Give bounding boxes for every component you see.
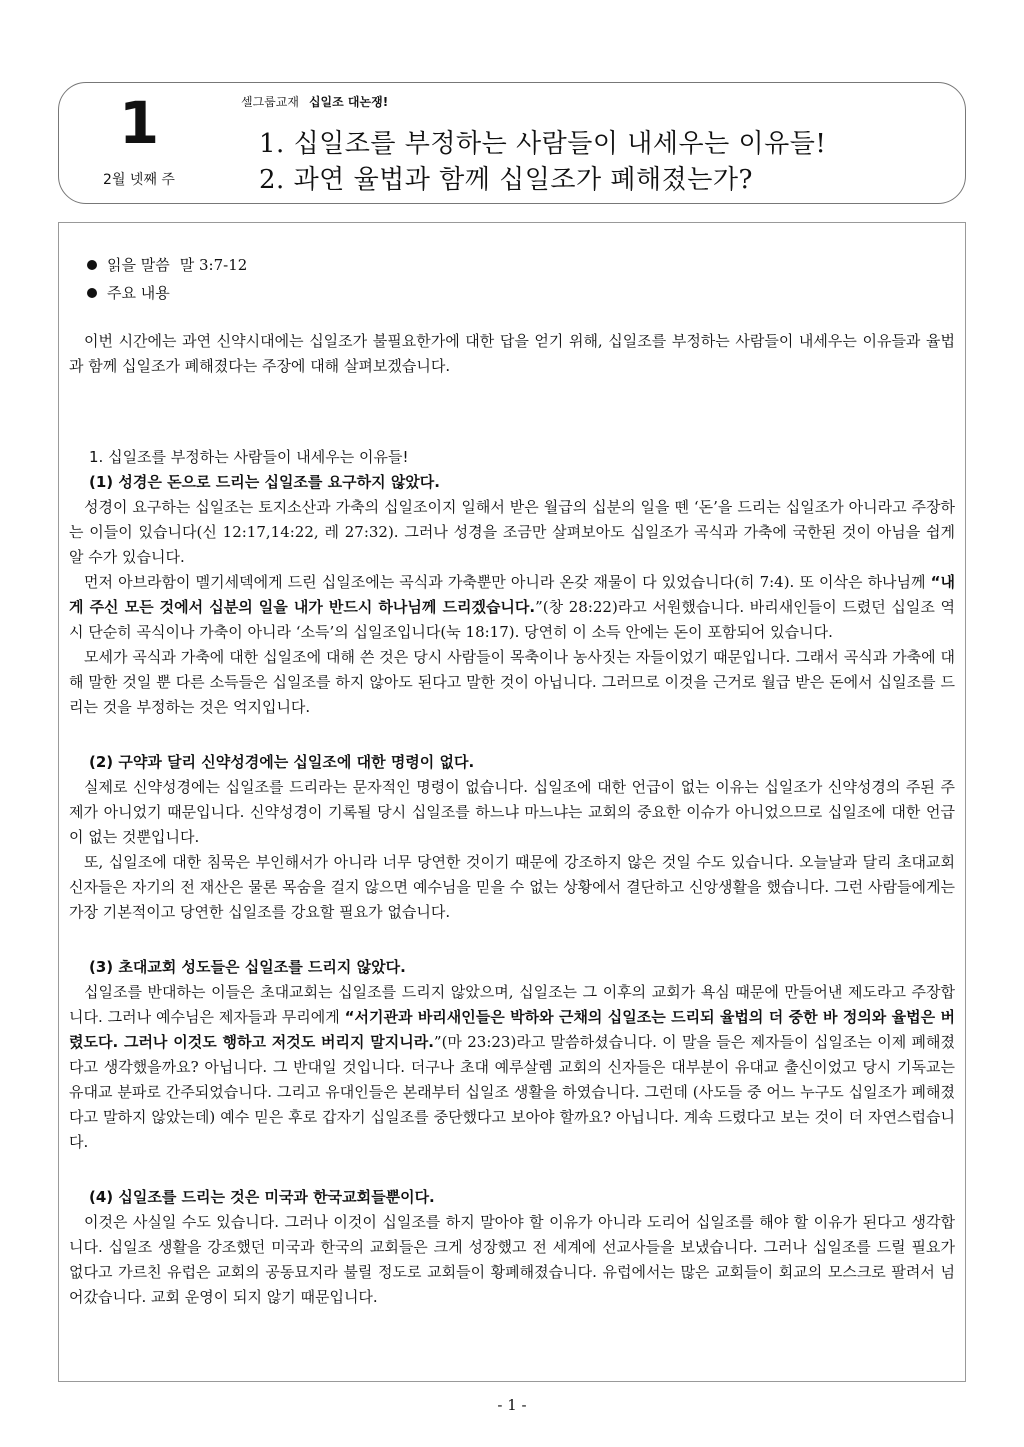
subsection-heading: (1) 성경은 돈으로 드리는 십일조를 요구하지 않았다.: [89, 473, 440, 491]
summary-label: 주요 내용: [107, 284, 170, 302]
subsection-heading: (3) 초대교회 성도들은 십일조를 드리지 않았다.: [89, 958, 406, 976]
lesson-number: 1: [118, 89, 160, 157]
intro-paragraph: 이번 시간에는 과연 신약시대에는 십일조가 불필요한가에 대한 답을 얻기 위해, 십일조를 부정하는 사람들이 내세우는 이유들과 율법과 함께 십일조가 폐해졌다는 주장에 대해 살펴보겠습니다.: [69, 332, 955, 375]
reading-label: 읽을 말씀: [107, 256, 170, 274]
body-paragraph: 십일조를 반대하는 이들은 초대교회는 십일조를 드리지 않았으며, 십일조는 그 이후의 교회가 욕심 때문에 만들어낸 제도라고 주장합니다. 그러나 예수님은 제자들과 무리에게 “서기관과 바리새인들은 박하와 근채의 십일조는 드리되 율법의 더 중한 바 정의와 율법은 버렸도다. 그러나 이것도 행하고 저것도 버리지 말지니라.”(마 23:23)라고 말씀하셨습니다. 이 말을 들은 제자들이 십일조는 이제 폐해졌다고 생각했을까요? 아닙니다. 그 반대일 것입니다. 더구나 초대 예루살렘 교회의 신자들은 대부분이 유대교 출신이었고 당시 기독교는 유대교 분파로 간주되었습니다. 그리고 유대인들은 본래부터 십일조 생활을 하였습니다. 그런데 (사도들 중 어느 누구도 십일조가 폐해졌다고 말하지 않았는데) 예수 믿은 후로 갑자기 십일조를 중단했다고 보아야 할까요? 아닙니다. 계속 드렸다고 보는 것이 더 자연스럽습니다.: [69, 983, 955, 1151]
week-label: 2월 넷째 주: [103, 172, 175, 188]
page-title-1: 1. 십일조를 부정하는 사람들이 내세우는 이유들!: [259, 129, 827, 159]
bullet-icon: [87, 288, 97, 298]
series-subject: 십일조 대논쟁!: [308, 95, 389, 109]
body-paragraph: 또, 십일조에 대한 침묵은 부인해서가 아니라 너무 당연한 것이기 때문에 강조하지 않은 것일 수도 있습니다. 오늘날과 달리 초대교회 신자들은 자기의 전 재산은 물론 목숨을 걸지 않으면 예수님을 믿을 수 없는 상황에서 결단하고 신앙생활을 했습니다. 그런 사람들에게는 가장 기본적이고 당연한 십일조를 강요할 필요가 없습니다.: [69, 853, 955, 921]
section-heading: 1. 십일조를 부정하는 사람들이 내세우는 이유들!: [89, 448, 409, 466]
reading-reference: 말 3:7-12: [179, 256, 248, 274]
body-paragraph: 실제로 신약성경에는 십일조를 드리라는 문자적인 명령이 없습니다. 십일조에 대한 언급이 없는 이유는 십일조가 신약성경의 주된 주제가 아니었기 때문입니다. 신약성경이 기록될 당시 십일조를 하느냐 마느냐는 교회의 중요한 이슈가 아니었으므로 십일조에 대한 언급이 없는 것뿐입니다.: [69, 778, 955, 846]
lesson-header: [58, 82, 966, 204]
summary-row: [69, 279, 955, 307]
series-name: 셀그룹교재: [241, 95, 299, 109]
lesson-content: [58, 222, 966, 1382]
body-paragraph: 성경이 요구하는 십일조는 토지소산과 가축의 십일조이지 일해서 받은 월급의 십분의 일을 뗀 ‘돈’을 드리는 십일조가 아니라고 주장하는 이들이 있습니다(신 12:17,14:22, 레 27:32). 그러나 성경을 조금만 살펴보아도 십일조가 곡식과 가축에 국한된 것이 아님을 쉽게 알 수가 있습니다.: [69, 498, 955, 566]
scripture-quote: “내게 주신 모든 것에서 십분의 일을 내가 반드시 하나님께 드리겠습니다.: [69, 573, 955, 616]
bullet-icon: [87, 260, 97, 270]
scripture-quote: “서기관과 바리새인들은 박하와 근채의 십일조는 드리되 율법의 더 중한 바 정의와 율법은 버렸도다. 그러나 이것도 행하고 저것도 버리지 말지니라.: [69, 1008, 955, 1051]
reading-row: [69, 251, 955, 279]
page-number: - 1 -: [497, 1396, 527, 1414]
body-paragraph: 먼저 아브라함이 멜기세덱에게 드린 십일조에는 곡식과 가축뿐만 아니라 온갖 재물이 다 있었습니다(히 7:4). 또 이삭은 하나님께 “내게 주신 모든 것에서 십분의 일을 내가 반드시 하나님께 드리겠습니다.”(창 28:22)라고 서원했습니다. 바리새인들이 드렸던 십일조 역시 단순히 곡식이나 가축이 아니라 ‘소득’의 십일조입니다(눅 18:17). 당연히 이 소득 안에는 돈이 포함되어 있습니다.: [69, 573, 955, 641]
subsection-heading: (4) 십일조를 드리는 것은 미국과 한국교회들뿐이다.: [89, 1188, 435, 1206]
subsection-heading: (2) 구약과 달리 신약성경에는 십일조에 대한 명령이 없다.: [89, 753, 475, 771]
series-line: [241, 93, 388, 110]
page-title-2: 2. 과연 율법과 함께 십일조가 폐해졌는가?: [259, 165, 753, 195]
body-paragraph: 모세가 곡식과 가축에 대한 십일조에 대해 쓴 것은 당시 사람들이 목축이나 농사짓는 자들이었기 때문입니다. 그래서 곡식과 가축에 대해 말한 것일 뿐 다른 소득들은 십일조를 하지 않아도 된다고 말한 것이 아닙니다. 그러므로 이것을 근거로 월급 받은 돈에서 십일조를 드리는 것을 부정하는 것은 억지입니다.: [69, 648, 955, 716]
body-paragraph: 이것은 사실일 수도 있습니다. 그러나 이것이 십일조를 하지 말아야 할 이유가 아니라 도리어 십일조를 해야 할 이유가 된다고 생각합니다. 십일조 생활을 강조했던 미국과 한국의 교회들은 크게 성장했고 전 세계에 선교사들을 보냈습니다. 그러나 십일조를 드릴 필요가 없다고 가르친 유럽은 교회의 공동묘지라 불릴 정도로 교회들이 황폐해졌습니다. 유럽에서는 많은 교회들이 회교의 모스크로 팔려서 넘어갔습니다. 교회 운영이 되지 않기 때문입니다.: [69, 1213, 955, 1306]
